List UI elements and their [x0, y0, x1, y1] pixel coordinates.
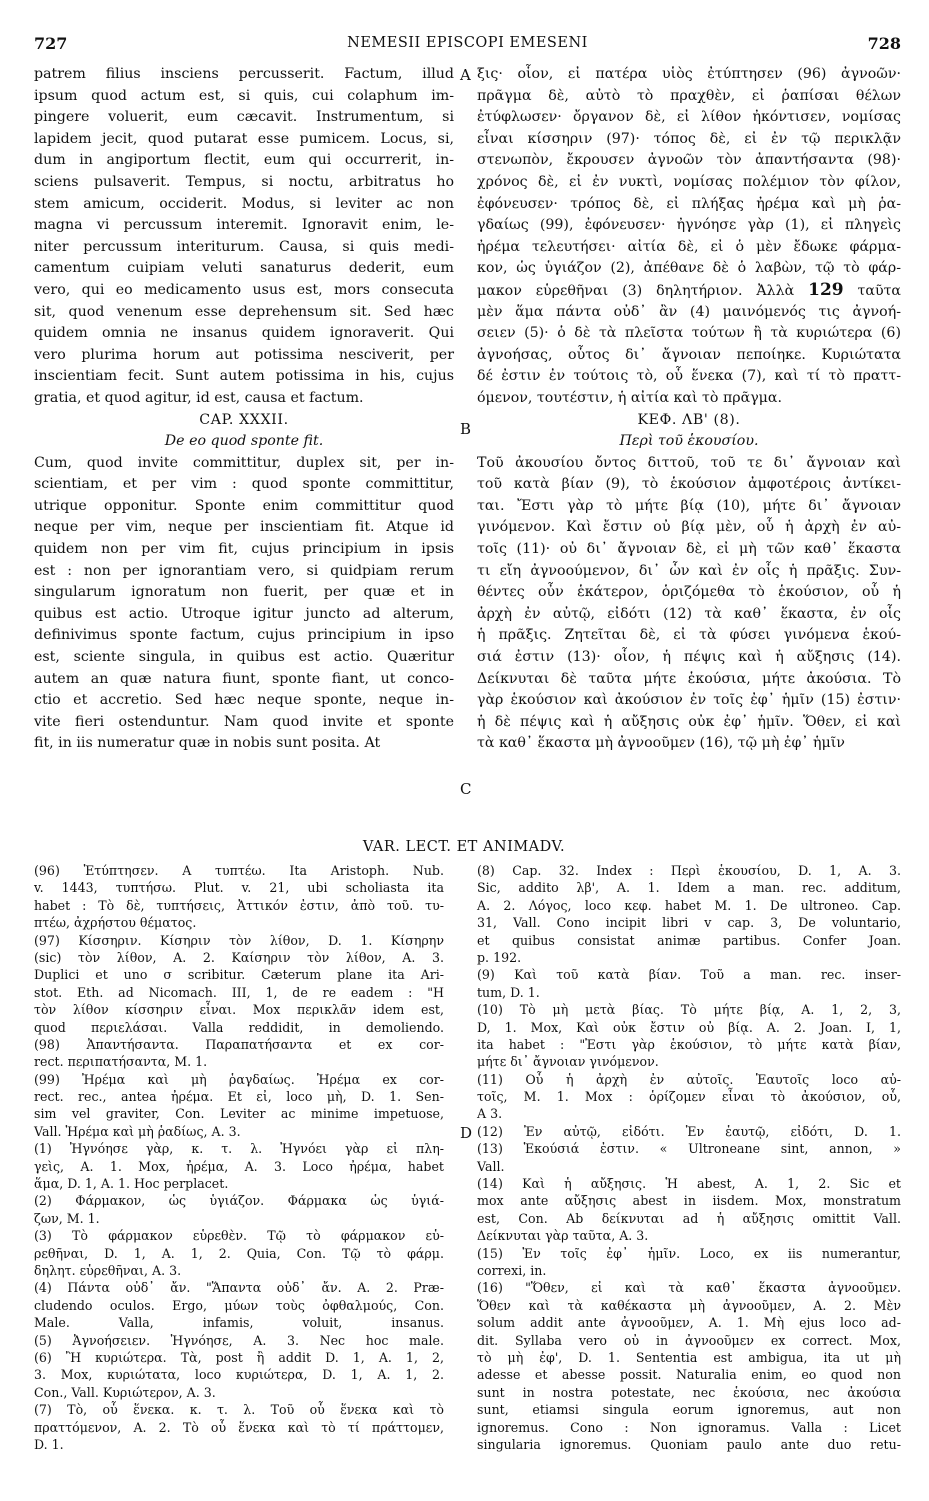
note-line: Vall. Ἠρέμα καὶ μὴ ῥαδίως, A. 3. — [34, 1123, 241, 1139]
greek-text-line: ἐφόνευσεν· τρόπος δὲ, εἰ πλήξας ἠρέμα καὶ μὴ ῥα- — [477, 195, 901, 212]
note-line: est, Con. Ab δείκνυται ad ἡ αὔξησις omittit Vall. — [477, 1210, 901, 1226]
note-line: ἅμα, D. 1, A. 1. Hoc perplacet. — [34, 1176, 229, 1192]
greek-chapter-heading: ΚΕΦ. ΛΒ' (8). — [637, 411, 741, 428]
note-line: μήτε δι᾽ ἄγνοιαν γινόμενον. — [477, 1054, 659, 1070]
margin-letter-b: B — [460, 420, 472, 438]
note-line: τοῖς, M. 1. Mox : ὁρίζομεν εἶναι τὸ ἀκούσιον, οὗ, — [477, 1089, 901, 1105]
note-line: (2) Φάρμακον, ὡς ὑγιάζον. Φάρμακα ὡς ὑγιά- — [34, 1193, 444, 1209]
latin-text-line: neque per vim, neque per inscientiam fit. Atque id — [34, 519, 454, 536]
margin-letter-a: A — [460, 66, 471, 84]
latin-text-line: quibus est actio. Utroque igitur juncto ad alterum, — [34, 605, 454, 622]
note-line: (10) Τὸ μὴ μετὰ βίας. Τὸ μήτε βίᾳ, A. 1, 2, 3, — [477, 1002, 901, 1018]
greek-text-line: ἡ πρᾶξις. Ζητεῖται δὲ, εἰ τὰ φύσει γινόμενα ἑκού- — [477, 627, 901, 644]
greek-paragraph-1-rest — [477, 302, 901, 410]
latin-text-line: vite fieri ostenduntur. Nam quod invite et sponte — [34, 713, 454, 730]
latin-text-line: vero plurima horum aut potissima nesciverit, per — [34, 346, 454, 363]
latin-text-line: quidem omnia ne insanus quidem ignoraverit. Qui — [34, 325, 454, 342]
note-line: (97) Κίσσηριν. Κίσηριν τὸν λίθον, D. 1. Κίσηρην — [34, 932, 444, 948]
note-line: ζων, M. 1. — [34, 1210, 100, 1226]
note-line: (12) Ἐν αὐτῷ, εἰδότι. Ἐν ἑαυτῷ, εἰδότι, D. 1. — [477, 1123, 901, 1139]
greek-text-line: τοῖς (11)· οὐ δι᾽ ἄγνοιαν δὲ, εἰ μὴ τῶν καθ᾽ ἕκαστα — [477, 541, 901, 558]
note-line: (6) Ἢ κυριώτερα. Τὰ, post ἢ addit D. 1, A. 1, 2, — [34, 1349, 444, 1365]
latin-text-line: dum in angiportum flectit, eum qui occurrerit, in- — [34, 152, 454, 169]
latin-text-line: autem an quæ natura fiunt, sponte fiant, ut conco- — [34, 670, 454, 687]
note-line: (7) Τὸ, οὗ ἕνεκα. κ. τ. λ. Τοῦ οὗ ἕνεκα καὶ τὸ — [34, 1402, 444, 1418]
greek-text-line: ἠρέμα τελευτήσει· αἰτία δὲ, εἰ ὁ μὲν ἔδωκε φάρμα- — [477, 238, 901, 255]
greek-text-line: ἀγνοήσας, οὗτος δι᾽ ἄγνοιαν πεποίηκε. Κυριώτατα — [477, 346, 901, 363]
greek-text-line: ἀρχὴ ἐν αὐτῷ, εἰδότι (12) τὰ καθ᾽ ἕκαστα, ἐν οἷς — [477, 605, 901, 622]
margin-letter-c: C — [460, 780, 472, 798]
greek-text-line: κον, ὡς ὑγιάζον (2), ἀπέθανε δὲ ὁ λαβὼν, τῷ τὸ φάρ- — [477, 260, 901, 277]
note-line: (99) Ἠρέμα καὶ μὴ ῥαγδαίως. Ἠρέμα ex cor- — [34, 1071, 444, 1087]
greek-line-text: μακον εὑρεθῆναι (3) δηλητήριον. Ἀλλὰ — [477, 282, 795, 299]
latin-chapter-subtitle: De eo quod sponte fit. — [164, 433, 324, 450]
latin-text-line: est : non per ignorantiam vero, si quidpiam rerum — [34, 562, 454, 579]
greek-text-line: μὲν ἅμα πάντα οὐδ᾽ ἂν (4) μαινόμενός τις ἀγνοή- — [477, 303, 901, 320]
greek-text-line: χρόνος δὲ, εἰ ἐν νυκτὶ, νομίσας πολέμιον τὸν φίλον, — [477, 173, 901, 190]
note-line: ita habet : "Ἐστι γὰρ ἑκούσιον, τὸ μήτε κατὰ βίαν, — [477, 1036, 901, 1052]
note-line: sunt in nostra potestate, nec ἑκούσια, nec ἀκούσια — [477, 1384, 901, 1400]
greek-text-line: Τοῦ ἀκουσίου ὄντος διττοῦ, τοῦ τε δι᾽ ἄγνοιαν καὶ — [477, 454, 901, 471]
latin-text-line: singularum ignoratum non fuerit, per quæ et in — [34, 584, 454, 601]
latin-text-line: utrique opponitur. Sponte enim committitur quod — [34, 497, 454, 514]
note-line: quod περιελάσαι. Valla reddidit, in demoliendo. — [34, 1019, 444, 1035]
greek-text-line: Δείκνυται δὲ ταῦτα μήτε ἑκούσια, μήτε ἀκούσια. Τὸ — [477, 670, 901, 687]
note-line: Sic, addito λβ', A. 1. Idem a man. rec. additum, — [477, 880, 901, 896]
note-line: Δείκνυται γὰρ ταῦτα, A. 3. — [477, 1228, 649, 1244]
note-line: τὸν λίθον κίσσηριν εἶναι. Mox περικλᾶν idem est, — [34, 1002, 444, 1018]
latin-text-line: inscientiam fecit. Sunt autem potissima in his, cujus — [34, 368, 454, 385]
greek-text-line: γὰρ ἑκούσιον καὶ ἀκούσιον ἐν τοῖς ἐφ᾽ ἡμῖν (15) ἐστιν· — [477, 692, 901, 709]
notes-left-column — [34, 862, 444, 1453]
note-line: cludendo oculos. Ergo, μύων τοὺς ὀφθαλμούς, Con. — [34, 1297, 444, 1313]
greek-text-line: τι εἴη ἀγνοούμενον, δι᾽ ὧν καὶ ἐν οἷς ἡ πρᾶξις. Συν- — [477, 562, 901, 579]
note-line: correxi, in. — [477, 1262, 547, 1278]
greek-text-line: ξις· οἷον, εἰ πατέρα υἱὸς ἐτύπτησεν (96) ἀγνοῶν· — [477, 66, 901, 82]
greek-text-line: ται. Ἔστι γὰρ τὸ μήτε βίᾳ (10), μήτε δι᾽ ἄγνοιαν — [477, 497, 901, 514]
note-line: D. 1. — [34, 1436, 64, 1452]
latin-text-line: vero, qui eo medicamento usus est, mors consecuta — [34, 281, 454, 298]
note-line: (9) Καὶ τοῦ κατὰ βίαν. Τοῦ a man. rec. inser- — [477, 967, 901, 983]
note-line: A 3. — [477, 1106, 503, 1122]
note-line: p. 192. — [477, 949, 522, 965]
greek-chapter-subtitle: Περὶ τοῦ ἑκουσίου. — [619, 433, 759, 450]
note-line: sim vel graviter, Con. Leviter ac minime impetuose, — [34, 1106, 444, 1122]
latin-text-line: patrem filius insciens percusserit. Factum, illud — [34, 66, 454, 82]
greek-text-line: γδαίως (99), ἐφόνευσεν· ἠγνόησε γὰρ (1), εἰ πληγεὶς — [477, 217, 901, 234]
latin-text-line: ctio et accretio. Sed hæc neque sponte, neque in- — [34, 692, 454, 709]
greek-paragraph-1 — [477, 64, 901, 280]
note-line: D, 1. Mox, Καὶ οὐκ ἔστιν οὐ βίᾳ. A. 2. Joan. I, 1, — [477, 1019, 901, 1035]
page-number-right: 728 — [867, 34, 901, 53]
greek-text-line: θέντες οὖν ἑκάτερον, ὁριζόμεθα τὸ ἑκούσιον, οὗ ἡ — [477, 584, 901, 601]
note-line: (98) Ἀπαντήσαντα. Παραπατήσαντα et ex cor- — [34, 1036, 444, 1052]
note-line: A. 2. Λόγος, loco κεφ. habet M. 1. De ultroneo. Cap. — [477, 897, 901, 913]
latin-text-line: ipsum quod actum est, si quis, cui colaphum im- — [34, 87, 454, 104]
note-line: mox ante αὔξησις abest in iisdem. Mox, monstratum — [477, 1193, 901, 1209]
latin-text-line: lapidem jecit, quod putarat esse pumicem. Locus, si, — [34, 130, 454, 147]
note-line: γεὶς, A. 1. Mox, ἠρέμα, A. 3. Loco ἠρέμα, habet — [34, 1158, 444, 1174]
note-line: (5) Ἀγνοήσειεν. Ἠγνόησε, A. 3. Nec hoc male. — [34, 1332, 444, 1348]
note-line: rect. rec., antea ἠρέμα. Et εἰ, loco μὴ, D. 1. Sen- — [34, 1089, 444, 1105]
note-line: rect. περιπατήσαντα, M. 1. — [34, 1054, 208, 1070]
note-line: stot. Eth. ad Nicomach. III, 1, de re eadem : "Η — [34, 984, 444, 1000]
latin-text-line: camentum cuipiam veluti sanaturus dederit, eum — [34, 260, 454, 277]
latin-column — [34, 64, 454, 755]
latin-text-line: magna vi percussum interemit. Ignoravit enim, le- — [34, 217, 454, 234]
note-line: (3) Τὸ φάρμακον εὑρεθὲν. Τῷ τὸ φάρμακον εὑ- — [34, 1228, 444, 1244]
latin-text-line: Cum, quod invite committitur, duplex sit, per in- — [34, 454, 454, 471]
greek-line-with-marker — [477, 280, 901, 302]
note-line: 3. Mox, κυριώτατα, loco κυριώτερα, D. 1, A. 1, 2. — [34, 1367, 444, 1383]
latin-paragraph-1 — [34, 64, 454, 410]
greek-text-line: εἶναι κίσσηριν (97)· τόπος δὲ, εἰ ἐν τῷ περικλᾷν — [477, 130, 901, 147]
note-line: (16) "Ὅθεν, εἰ καὶ τὰ καθ᾽ ἕκαστα ἀγνοοῦμεν. — [477, 1280, 901, 1296]
note-line: (96) Ἐτύπτησεν. A τυπτέω. Ita Aristoph. Nub. — [34, 863, 444, 878]
note-line: ρεθῆναι, D. 1, A. 1, 2. Quia, Con. Τῷ τὸ φάρμ. — [34, 1245, 444, 1261]
note-line: (15) Ἐν τοῖς ἐφ᾽ ἡμῖν. Loco, ex iis numerantur, — [477, 1245, 901, 1261]
note-line: Male. Valla, infamis, voluit, insanus. — [34, 1315, 444, 1331]
greek-text-line: γινόμενον. Καὶ ἔστιν οὐ βίᾳ μὲν, οὗ ἡ ἀρχὴ ἐν αὐ- — [477, 519, 901, 536]
note-line: Ὅθεν καὶ τὰ καθέκαστα μὴ ἀγνοοῦμεν, A. 2. Μὲν — [477, 1297, 901, 1313]
greek-line-end: ταῦτα — [857, 282, 901, 299]
note-line: (4) Πάντα οὐδ᾽ ἄν. "Ἅπαντα οὐδ᾽ ἄν. A. 2. Præ- — [34, 1280, 444, 1296]
note-line: 31, Vall. Cono incipit libri v cap. 3, De voluntario, — [477, 915, 901, 931]
margin-letter-d: D — [460, 1124, 473, 1142]
latin-text-line: gratia, et quod agitur, id est, causa et factum. — [34, 389, 364, 406]
note-line: et quibus consistat animæ partibus. Confer Joan. — [477, 932, 901, 948]
note-line: (1) Ἠγνόησε γὰρ, κ. τ. λ. Ἠγνόει γὰρ εἰ πλη- — [34, 1141, 444, 1157]
latin-text-line: scientiam, et per vim : quod sponte committitur, — [34, 476, 454, 493]
greek-text-line: όμενον, τουτέστιν, ἡ αἰτία καὶ τὸ πρᾶγμα. — [477, 389, 782, 406]
note-line: Duplici et uno σ scribitur. Cæterum plane ita Ari- — [34, 967, 444, 983]
latin-text-line: est, sciente singula, in quibus est actio. Quæritur — [34, 649, 454, 666]
note-line: (14) Καὶ ἡ αὔξησις. Ἡ abest, A. 1, 2. Sic et — [477, 1176, 901, 1192]
greek-text-line: ἐτύφλωσεν· ὄργανον δὲ, εἰ λίθον ἠκόντισεν, νομίσας — [477, 109, 901, 126]
note-line: solum addit ante ἀγνοοῦμεν, A. 1. Μὴ ejus loco ad- — [477, 1315, 901, 1331]
note-line: πραττόμενον, A. 2. Τὸ οὗ ἕνεκα καὶ τὸ τί πράττομεν, — [34, 1419, 444, 1435]
note-line: τὸ μὴ ἐφ', D. 1. Sententia est ambigua, ita ut μὴ — [477, 1349, 901, 1365]
greek-text-line: ἡ δὲ πέψις καὶ ἡ αὔξησις οὐκ ἐφ᾽ ἡμῖν. Ὅθεν, εἰ καὶ — [477, 713, 901, 730]
page-header — [34, 34, 901, 58]
latin-text-line: sciens pulsaverit. Tempus, si noctu, arbitratus ho — [34, 173, 454, 190]
notes-right-column — [477, 862, 901, 1453]
greek-paragraph-2 — [477, 453, 901, 755]
latin-text-line: niter percussum interiturum. Causa, si quis medi- — [34, 238, 454, 255]
note-line: (sic) τὸν λίθον, A. 2. Καίσηριν τὸν λίθον, A. 3. — [34, 949, 444, 965]
greek-text-line: τοῦ κατὰ βίαν (9), τὸ ἑκούσιον ἀμφοτέροις ἀντίκει- — [477, 476, 901, 493]
note-line: dit. Syllaba vero οὐ in ἀγνοοῦμεν ex correct. Mox, — [477, 1332, 901, 1348]
greek-text-line: σειεν (5)· ὁ δὲ τὰ πλεῖστα τούτων ἢ τὰ κυριώτερα (6) — [477, 325, 901, 342]
latin-paragraph-2 — [34, 453, 454, 755]
latin-text-line: pingere voluerit, eum cæcavit. Instrumentum, si — [34, 109, 454, 126]
latin-text-line: definivimus sponte factum, cujus principium in ipso — [34, 627, 454, 644]
note-line: (13) Ἑκούσιά ἐστιν. « Ultroneane sint, annon, » — [477, 1141, 901, 1157]
column-marker: 129 — [808, 279, 844, 300]
note-line: Vall. — [477, 1158, 505, 1174]
notes-heading: VAR. LECT. ET ANIMADV. — [362, 839, 566, 855]
note-line: singularia ignoremus. Quoniam paulo ante duo retu- — [477, 1436, 901, 1452]
greek-text-line: σιά ἐστιν (13)· οἷον, ἡ πέψις καὶ ἡ αὔξησις (14). — [477, 649, 901, 666]
note-line: ignoremus. Cono : Non ignoramus. Valla : Licet — [477, 1419, 901, 1435]
note-line: adesse et abesse possit. Naturalia enim, eo quod non — [477, 1367, 901, 1383]
greek-text-line: στενωπὸν, ἔκρουσεν ἀγνοῶν τὸν ἀπαντήσαντα (98)· — [477, 152, 901, 169]
note-line: Con., Vall. Κυριώτερον, A. 3. — [34, 1384, 216, 1400]
note-line: δηλητ. εὑρεθῆναι, A. 3. — [34, 1262, 182, 1278]
greek-column — [477, 64, 901, 755]
latin-chapter-heading: CAP. XXXII. — [199, 411, 289, 428]
running-title: NEMESII EPISCOPI EMESENI — [347, 35, 588, 51]
note-line: habet : Τὸ δὲ, τυπτήσεις, Ἀττικόν ἐστιν, ἀπὸ τοῦ. τυ- — [34, 897, 444, 913]
note-line: (11) Οὗ ἡ ἀρχὴ ἐν αὐτοῖς. Ἑαυτοῖς loco αὐ- — [477, 1071, 901, 1087]
page-number-left: 727 — [34, 34, 68, 53]
greek-text-line: πρᾶγμα δὲ, αὐτὸ τὸ πραχθὲν, εἰ ῥαπίσαι θέλων — [477, 87, 901, 104]
latin-text-line: quidem non per vim fit, cujus principium in ipsis — [34, 541, 454, 558]
latin-text-line: sit, quod venenum esse deprehensum sit. Sed hæc — [34, 303, 454, 320]
note-line: sunt, etiamsi singula eorum ignoremus, aut non — [477, 1402, 901, 1418]
note-line: v. 1443, τυπτήσω. Plut. v. 21, ubi scholiasta ita — [34, 880, 444, 896]
greek-text-line: δέ ἐστιν ἐν τούτοις τὸ, οὗ ἕνεκα (7), καὶ τί τὸ πραττ- — [477, 368, 901, 385]
latin-text-line: stem amicum, occiderit. Modus, si leviter ac non — [34, 195, 454, 212]
note-line: tum, D. 1. — [477, 984, 540, 1000]
latin-text-line: fit, in iis numeratur quæ in nobis sunt posita. At — [34, 735, 381, 752]
greek-text-line: τὰ καθ᾽ ἕκαστα μὴ ἀγνοοῦμεν (16), τῷ μὴ ἐφ᾽ ἡμῖν — [477, 735, 845, 752]
note-line: (8) Cap. 32. Index : Περὶ ἑκουσίου, D. 1, A. 3. — [477, 863, 901, 878]
note-line: πτέω, ἀχρήστου θέματος. — [34, 915, 197, 931]
